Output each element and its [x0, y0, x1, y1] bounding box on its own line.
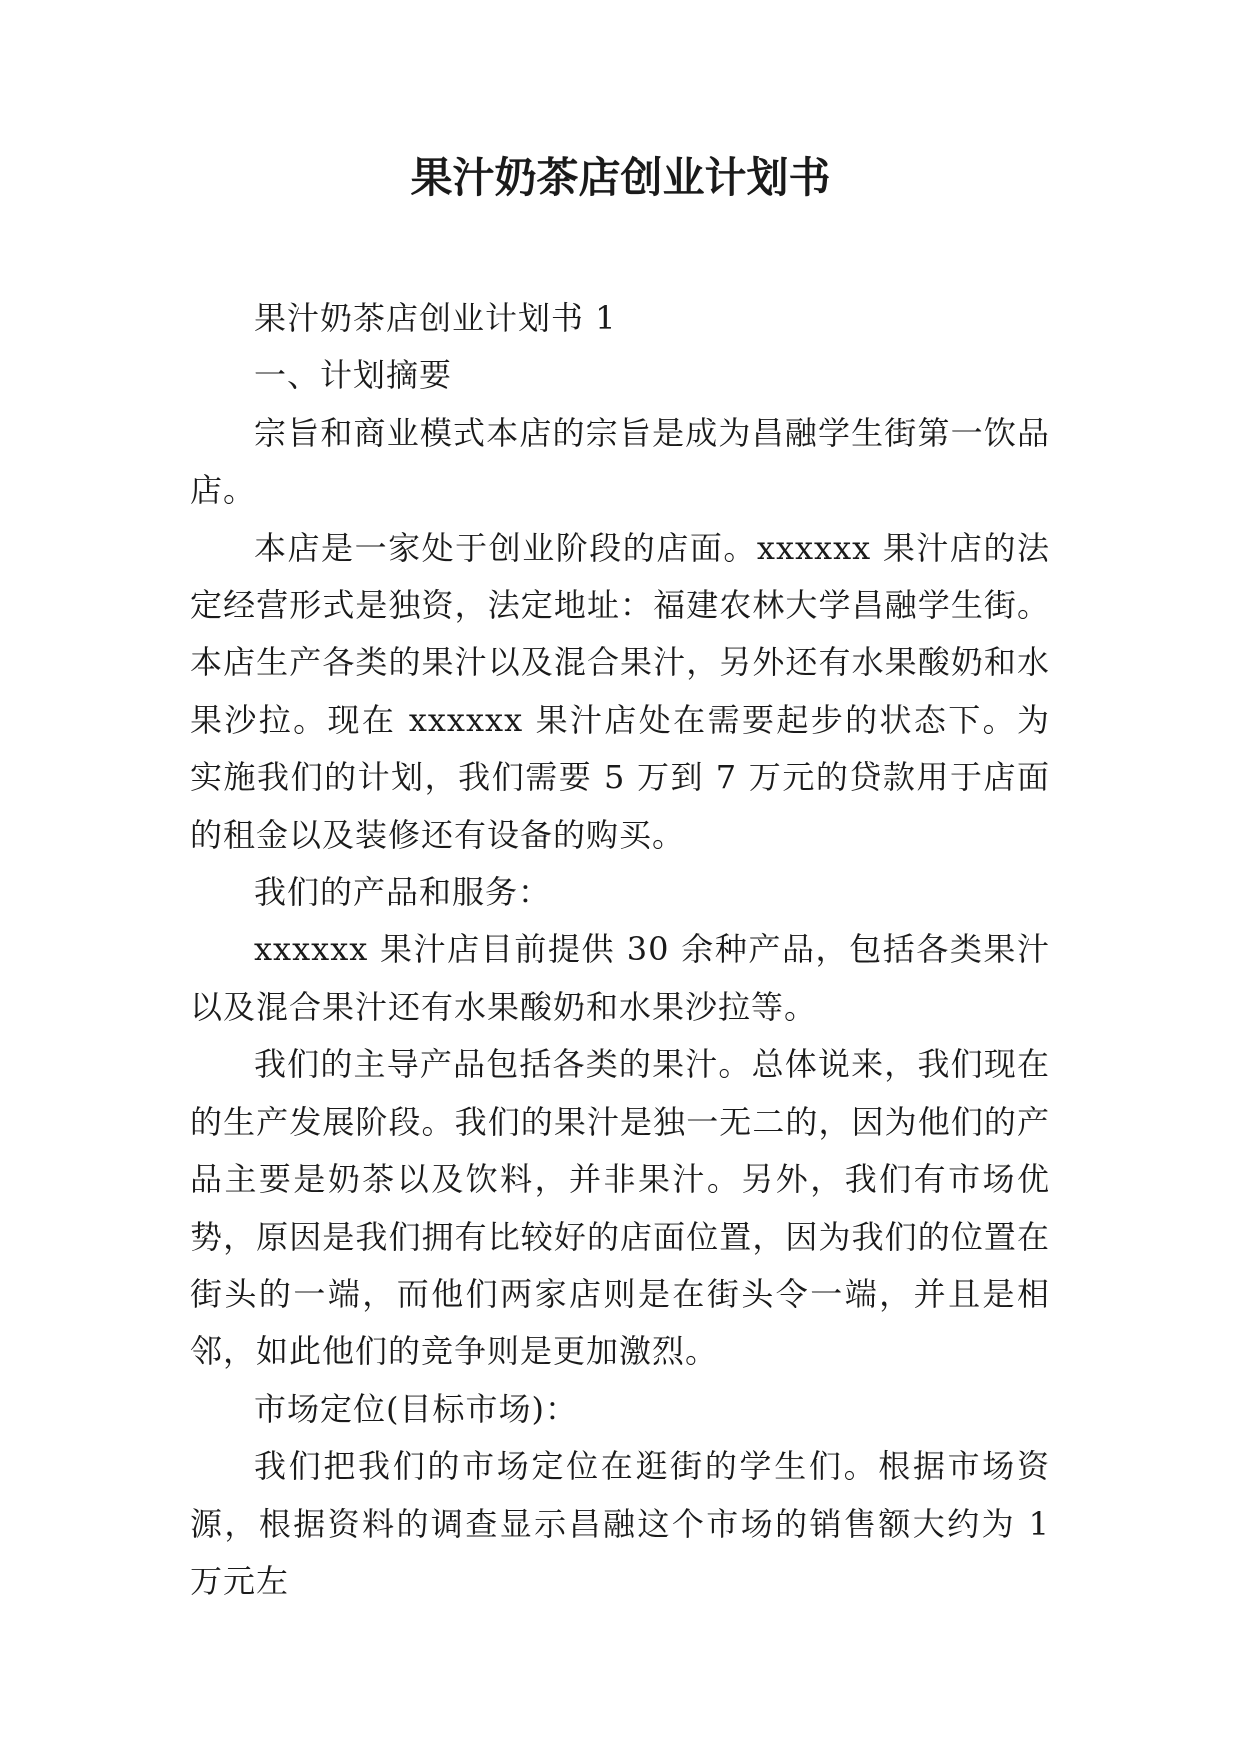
paragraph-main-products: 我们的主导产品包括各类的果汁。总体说来，我们现在的生产发展阶段。我们的果汁是独一无二的，因为他们的产品主要是奶茶以及饮料，并非果汁。另外，我们有市场优势，原因是我们拥有比较好的店面位置，因为我们的位置在街头的一端，而他们两家店则是在街头令一端，并且是相邻，如此他们的竞争则是更加激烈。 — [190, 1045, 1050, 1371]
paragraph-market: 我们把我们的市场定位在逛街的学生们。根据市场资源，根据资料的调查显示昌融这个市场的销售额大约为 1 万元左 — [190, 1447, 1050, 1600]
document-body — [190, 290, 1050, 1610]
paragraph-products: xxxxxx 果汁店目前提供 30 余种产品，包括各类果汁以及混合果汁还有水果酸奶和水果沙拉等。 — [190, 930, 1050, 1026]
paragraph-store-intro: 本店是一家处于创业阶段的店面。xxxxxx 果汁店的法定经营形式是独资，法定地址：福建农林大学昌融学生街。本店生产各类的果汁以及混合果汁，另外还有水果酸奶和水果沙拉。现在 xxxxxx 果汁店处在需要起步的状态下。为实施我们的计划，我们需要 5 万到 7 万元的贷款用于店面的租金以及装修还有设备的购买。 — [190, 528, 1050, 854]
section-heading-summary: 一、计划摘要 — [254, 356, 453, 395]
paragraph-mission: 宗旨和商业模式本店的宗旨是成为昌融学生街第一饮品店。 — [190, 413, 1050, 510]
paragraph-market-heading: 市场定位(目标市场)： — [254, 1389, 578, 1428]
paragraph-subtitle: 果汁奶茶店创业计划书 1 — [254, 299, 617, 337]
document-title: 果汁奶茶店创业计划书 — [410, 153, 831, 202]
paragraph-products-heading: 我们的产品和服务： — [254, 873, 552, 912]
